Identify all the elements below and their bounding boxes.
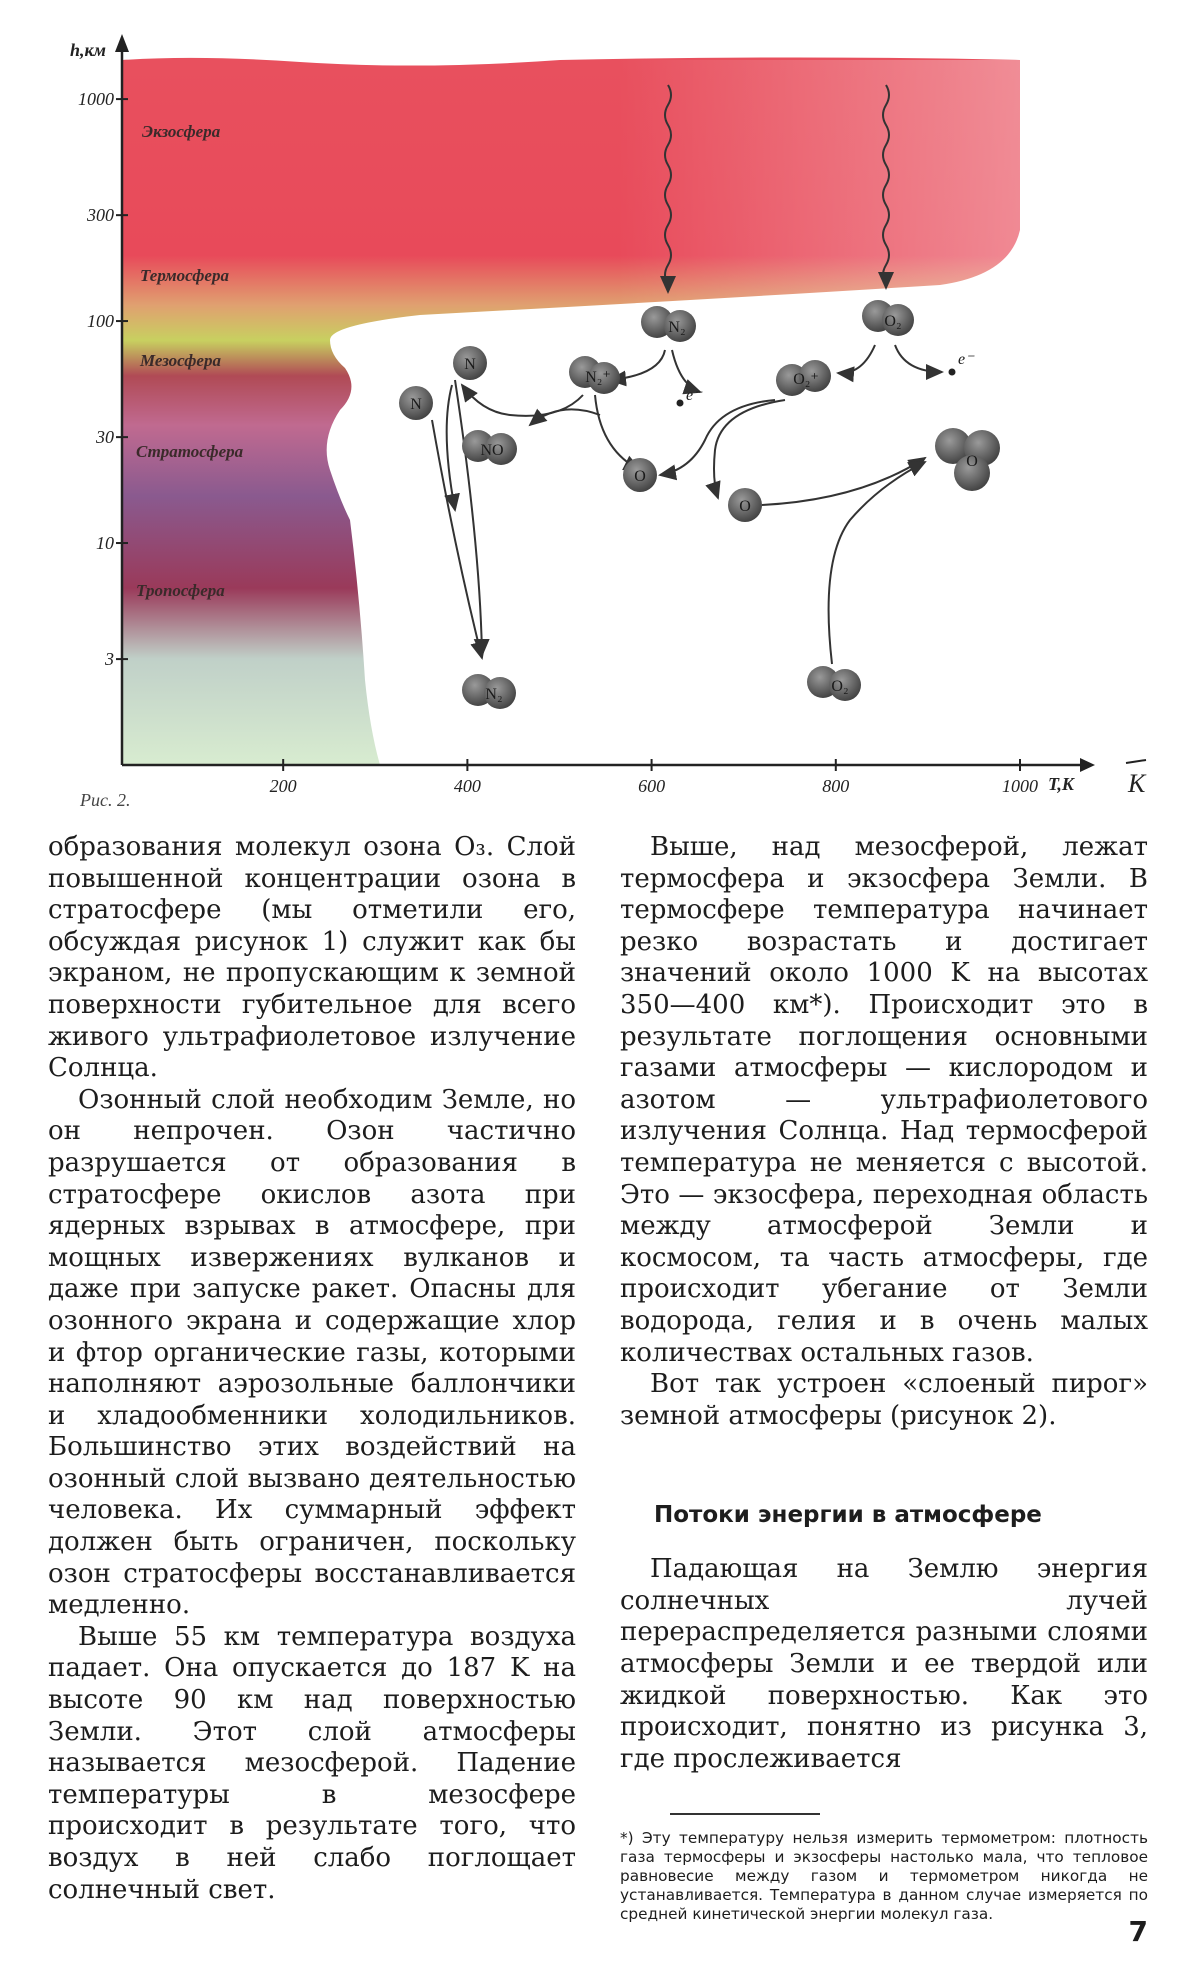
left-paragraph-3: Выше 55 км температура воздуха падает. Она опускается до 187 K на высоте 90 км над поверхностью Земли. Этот слой атмосферы называется мезосферой. Падение температуры в мезосфере происходит в результате того, что воздух в ней слабо поглощает солнечный свет.	[48, 1621, 576, 1905]
svg-text:N: N	[464, 356, 476, 373]
right-paragraph-1: Выше, над мезосферой, лежат термосфера и экзосфера Земли. В термосфере температура начинает резко возрастать и достигает значений около 1000 K на высотах 350—400 км*). Происходит это в результате поглощения основными газами атмосферы — кислородом и азотом — ультрафиолетового излучения Солнца. Над термосферой температура не меняется с высотой. Это — экзосфера, переходная область между атмосферой Земли и космосом, та часть атмосферы, где происходит убегание от Земли водорода, гелия и в очень малых количествах остальных газов.	[620, 832, 1148, 1368]
svg-text:O₂⁺: O₂⁺	[793, 371, 819, 388]
molecule-no	[462, 430, 517, 465]
layer-label-troposphere: Тропосфера	[136, 581, 225, 600]
molecule-o-2	[728, 488, 762, 522]
svg-text:O: O	[966, 453, 978, 470]
right-column	[620, 832, 1148, 1924]
x-tick-label: 400	[453, 776, 481, 796]
molecule-n-atom-2	[399, 386, 433, 420]
left-column	[48, 832, 576, 1906]
layer-label-thermosphere: Термосфера	[140, 266, 229, 285]
y-tick-label: 300	[87, 205, 114, 226]
left-paragraph-1: образования молекул озона O₃. Слой повышенной концентрации озона в стратосфере (мы отметили его, обсуждая рисунок 1) служит как бы экраном, не пропускающим к земной поверхности губительное для всего живого ультрафиолетовое излучение Солнца.	[48, 832, 576, 1084]
y-tick-label: 10	[96, 533, 114, 554]
electron-dot-2	[949, 369, 956, 376]
svg-text:O₂: O₂	[884, 313, 902, 330]
electron-label-2: e⁻	[958, 351, 974, 368]
left-paragraph-2: Озонный слой необходим Земле, но он непрочен. Озон частично разрушается от образования в стратосфере окислов азота при ядерных взрывах в атмосфере, при мощных извержениях вулканов и даже при запуске ракет. Опасны для озонного экрана и содержащие хлор и фтор органические газы, которыми наполняют аэрозольные баллончики и хладообменники холодильников. Большинство этих воздействий на озонный слой вызвано деятельностью человека. Их суммарный эффект должен быть ограничен, поскольку озон стратосферы восстанавливается медленно.	[48, 1084, 576, 1621]
y-tick-label: 3	[105, 649, 114, 670]
svg-text:O: O	[739, 498, 751, 515]
electron-dot-1	[677, 400, 684, 407]
x-tick-label: 1000	[1002, 776, 1038, 796]
svg-text:N₂: N₂	[668, 319, 686, 336]
y-ticks	[78, 89, 128, 669]
y-tick-label: 30	[96, 427, 114, 448]
layer-label-stratosphere: Стратосфера	[136, 442, 244, 461]
x-tick-label: 600	[638, 776, 666, 796]
molecule-n2-bottom	[462, 674, 516, 709]
y-tick-label: 100	[87, 311, 114, 332]
footnote-divider	[670, 1813, 820, 1815]
y-tick-label: 1000	[78, 89, 114, 110]
svg-text:NO: NO	[480, 442, 504, 459]
section-title: Потоки энергии в атмосфере	[654, 1502, 1042, 1529]
x-tick-label: 800	[822, 776, 850, 796]
svg-text:O₂: O₂	[831, 678, 849, 695]
x-unit-overline	[1126, 760, 1146, 763]
electron-label-1: e⁻	[686, 387, 702, 404]
y-axis-arrow	[115, 34, 129, 52]
svg-text:N₂: N₂	[485, 686, 503, 703]
atmosphere-diagram	[0, 0, 1200, 830]
section-paragraph: Падающая на Землю энергия солнечных лучей перераспределяется разными слоями атмосферы Земли и ее твердой или жидкой поверхностью. Как это происходит, понятно из рисунка 3, где прослеживается	[620, 1554, 1148, 1774]
y-axis-label: h,км	[70, 40, 106, 60]
x-unit-symbol: K	[1128, 769, 1146, 798]
svg-text:N: N	[410, 396, 422, 413]
molecule-n-atom-1	[453, 346, 487, 380]
layer-label-exosphere: Экзосфера	[142, 122, 221, 141]
x-tick-label: 200	[269, 776, 297, 796]
right-paragraph-2: Вот так устроен «слоеный пирог» земной атмосферы (рисунок 2).	[620, 1369, 1148, 1431]
x-axis-label: T,K	[1048, 774, 1074, 794]
molecule-o-1	[623, 458, 657, 492]
footnote: *) Эту температуру нельзя измерить термометром: плотность газа термосферы и экзосферы настолько мала, что тепловое равновесие между газом и термометром никогда не устанавливается. Температура в данном случае измеряется по средней кинетической энергии молекул газа.	[620, 1829, 1148, 1924]
layer-label-mesosphere: Мезосфера	[140, 351, 221, 370]
x-axis-arrow	[1080, 758, 1095, 772]
svg-text:N₂⁺: N₂⁺	[585, 369, 611, 386]
page-number: 7	[1128, 1915, 1148, 1948]
atmosphere-figure	[0, 0, 1200, 830]
figure-caption: Рис. 2.	[80, 790, 131, 810]
svg-text:O: O	[634, 468, 646, 485]
molecule-o2-bottom	[807, 666, 861, 701]
